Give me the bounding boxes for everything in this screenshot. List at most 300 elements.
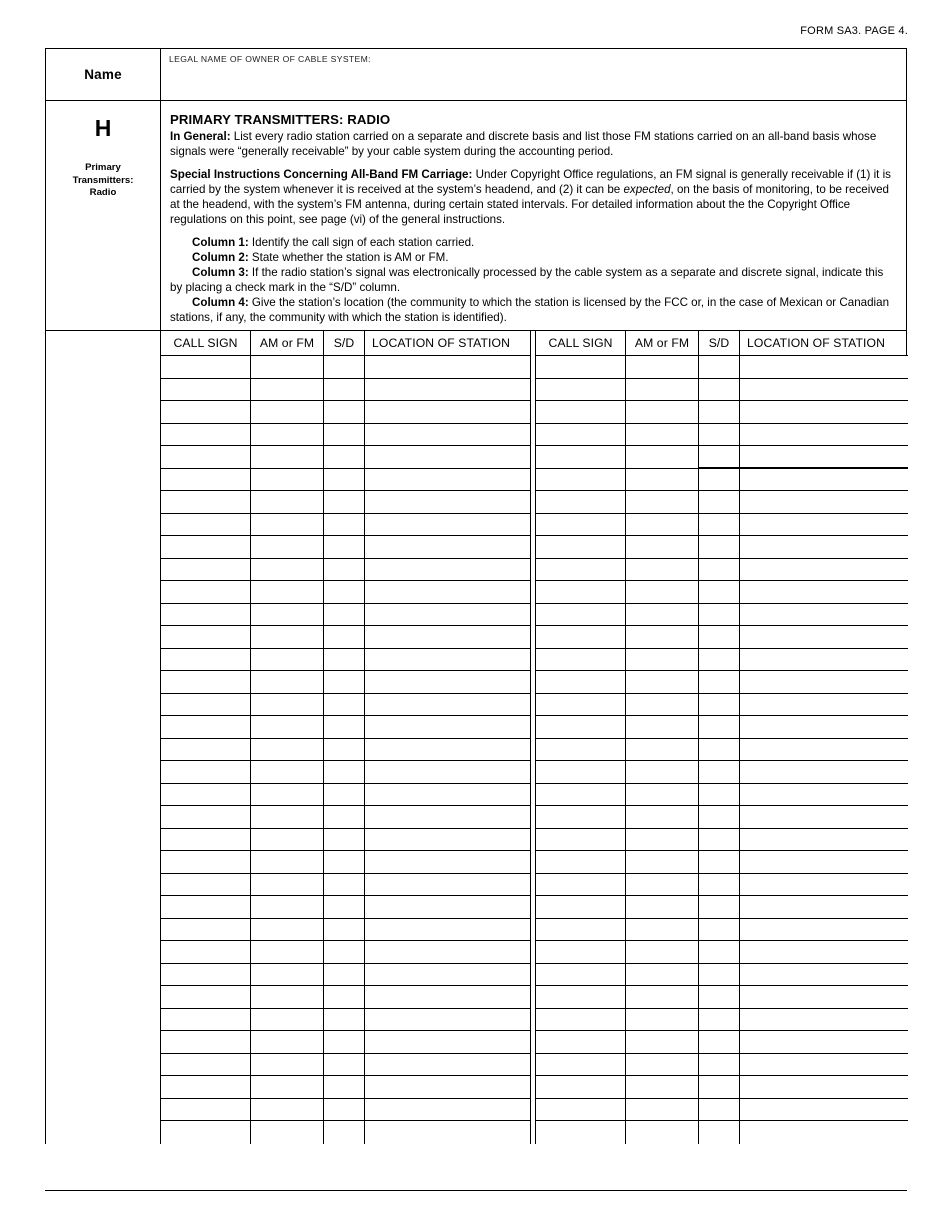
cell-call-sign[interactable]: [536, 694, 626, 717]
cell-sd[interactable]: [699, 649, 740, 672]
cell-location[interactable]: [740, 716, 908, 739]
cell-am-or-fm[interactable]: [626, 446, 699, 469]
table-row[interactable]: [536, 446, 908, 469]
cell-location[interactable]: [365, 694, 530, 717]
cell-am-or-fm[interactable]: [626, 806, 699, 829]
cell-sd[interactable]: [699, 739, 740, 762]
cell-location[interactable]: [365, 604, 530, 627]
cell-am-or-fm[interactable]: [251, 829, 324, 852]
cell-am-or-fm[interactable]: [626, 919, 699, 942]
cell-location[interactable]: [365, 1099, 530, 1122]
cell-sd[interactable]: [699, 1009, 740, 1032]
cell-location[interactable]: [740, 649, 908, 672]
cell-location[interactable]: [740, 536, 908, 559]
cell-call-sign[interactable]: [161, 581, 251, 604]
cell-call-sign[interactable]: [536, 604, 626, 627]
cell-sd[interactable]: [699, 356, 740, 379]
cell-sd[interactable]: [324, 559, 365, 582]
cell-call-sign[interactable]: [161, 1121, 251, 1144]
cell-sd[interactable]: [324, 604, 365, 627]
cell-am-or-fm[interactable]: [251, 469, 324, 492]
table-row[interactable]: [161, 1031, 530, 1054]
cell-call-sign[interactable]: [536, 559, 626, 582]
cell-am-or-fm[interactable]: [251, 761, 324, 784]
table-row[interactable]: [161, 964, 530, 987]
cell-sd[interactable]: [324, 986, 365, 1009]
cell-call-sign[interactable]: [536, 491, 626, 514]
table-row[interactable]: [161, 806, 530, 829]
cell-call-sign[interactable]: [536, 919, 626, 942]
cell-am-or-fm[interactable]: [251, 1031, 324, 1054]
table-row[interactable]: [536, 626, 908, 649]
cell-location[interactable]: [740, 491, 908, 514]
table-row[interactable]: [161, 739, 530, 762]
table-row[interactable]: [536, 896, 908, 919]
cell-call-sign[interactable]: [536, 761, 626, 784]
table-row[interactable]: [161, 716, 530, 739]
cell-location[interactable]: [740, 469, 908, 492]
cell-am-or-fm[interactable]: [251, 986, 324, 1009]
cell-location[interactable]: [365, 739, 530, 762]
cell-location[interactable]: [365, 761, 530, 784]
cell-sd[interactable]: [699, 829, 740, 852]
cell-sd[interactable]: [324, 964, 365, 987]
cell-call-sign[interactable]: [161, 469, 251, 492]
cell-location[interactable]: [740, 1076, 908, 1099]
cell-call-sign[interactable]: [536, 671, 626, 694]
cell-location[interactable]: [740, 986, 908, 1009]
cell-call-sign[interactable]: [161, 919, 251, 942]
cell-am-or-fm[interactable]: [251, 1099, 324, 1122]
cell-sd[interactable]: [699, 491, 740, 514]
cell-sd[interactable]: [324, 401, 365, 424]
cell-am-or-fm[interactable]: [626, 1121, 699, 1144]
cell-call-sign[interactable]: [536, 379, 626, 402]
cell-call-sign[interactable]: [536, 469, 626, 492]
cell-call-sign[interactable]: [536, 446, 626, 469]
cell-am-or-fm[interactable]: [251, 536, 324, 559]
cell-call-sign[interactable]: [161, 1009, 251, 1032]
cell-location[interactable]: [365, 671, 530, 694]
table-row[interactable]: [536, 649, 908, 672]
cell-call-sign[interactable]: [161, 356, 251, 379]
cell-am-or-fm[interactable]: [626, 1099, 699, 1122]
cell-am-or-fm[interactable]: [251, 1009, 324, 1032]
table-row[interactable]: [161, 649, 530, 672]
cell-location[interactable]: [365, 1076, 530, 1099]
cell-call-sign[interactable]: [161, 446, 251, 469]
cell-am-or-fm[interactable]: [251, 446, 324, 469]
table-row[interactable]: [536, 604, 908, 627]
table-row[interactable]: [161, 379, 530, 402]
cell-sd[interactable]: [324, 671, 365, 694]
cell-call-sign[interactable]: [161, 1099, 251, 1122]
cell-call-sign[interactable]: [536, 401, 626, 424]
cell-call-sign[interactable]: [536, 941, 626, 964]
cell-sd[interactable]: [324, 694, 365, 717]
table-row[interactable]: [536, 829, 908, 852]
cell-am-or-fm[interactable]: [251, 581, 324, 604]
cell-call-sign[interactable]: [536, 1054, 626, 1077]
cell-sd[interactable]: [324, 379, 365, 402]
cell-am-or-fm[interactable]: [251, 851, 324, 874]
cell-sd[interactable]: [699, 851, 740, 874]
cell-location[interactable]: [365, 1121, 530, 1144]
cell-sd[interactable]: [699, 941, 740, 964]
table-row[interactable]: [161, 356, 530, 379]
cell-location[interactable]: [365, 964, 530, 987]
cell-sd[interactable]: [699, 716, 740, 739]
cell-am-or-fm[interactable]: [251, 401, 324, 424]
cell-location[interactable]: [740, 1054, 908, 1077]
cell-am-or-fm[interactable]: [626, 941, 699, 964]
table-row[interactable]: [536, 469, 908, 492]
cell-am-or-fm[interactable]: [626, 536, 699, 559]
cell-sd[interactable]: [699, 694, 740, 717]
cell-location[interactable]: [365, 559, 530, 582]
cell-call-sign[interactable]: [536, 581, 626, 604]
cell-location[interactable]: [365, 581, 530, 604]
cell-call-sign[interactable]: [161, 829, 251, 852]
cell-location[interactable]: [365, 941, 530, 964]
cell-call-sign[interactable]: [536, 716, 626, 739]
cell-location[interactable]: [740, 964, 908, 987]
cell-location[interactable]: [365, 1009, 530, 1032]
cell-sd[interactable]: [324, 941, 365, 964]
cell-location[interactable]: [365, 626, 530, 649]
cell-location[interactable]: [740, 829, 908, 852]
cell-location[interactable]: [740, 896, 908, 919]
cell-location[interactable]: [365, 716, 530, 739]
table-row[interactable]: [536, 716, 908, 739]
table-row[interactable]: [161, 559, 530, 582]
cell-am-or-fm[interactable]: [251, 941, 324, 964]
cell-location[interactable]: [740, 446, 908, 469]
cell-am-or-fm[interactable]: [626, 829, 699, 852]
cell-am-or-fm[interactable]: [626, 424, 699, 447]
cell-location[interactable]: [740, 874, 908, 897]
cell-location[interactable]: [365, 469, 530, 492]
cell-am-or-fm[interactable]: [626, 649, 699, 672]
cell-sd[interactable]: [324, 626, 365, 649]
table-row[interactable]: [161, 1099, 530, 1122]
table-row[interactable]: [161, 581, 530, 604]
cell-call-sign[interactable]: [536, 784, 626, 807]
table-row[interactable]: [161, 536, 530, 559]
cell-sd[interactable]: [324, 919, 365, 942]
cell-sd[interactable]: [699, 874, 740, 897]
cell-call-sign[interactable]: [161, 1031, 251, 1054]
cell-am-or-fm[interactable]: [251, 784, 324, 807]
cell-call-sign[interactable]: [161, 401, 251, 424]
cell-sd[interactable]: [324, 514, 365, 537]
cell-sd[interactable]: [324, 829, 365, 852]
cell-sd[interactable]: [699, 761, 740, 784]
table-row[interactable]: [536, 1009, 908, 1032]
cell-am-or-fm[interactable]: [626, 874, 699, 897]
cell-am-or-fm[interactable]: [251, 671, 324, 694]
cell-sd[interactable]: [324, 446, 365, 469]
cell-sd[interactable]: [324, 1031, 365, 1054]
cell-am-or-fm[interactable]: [251, 649, 324, 672]
cell-location[interactable]: [740, 941, 908, 964]
cell-location[interactable]: [365, 1054, 530, 1077]
cell-location[interactable]: [740, 694, 908, 717]
table-row[interactable]: [536, 424, 908, 447]
cell-sd[interactable]: [324, 356, 365, 379]
cell-am-or-fm[interactable]: [626, 739, 699, 762]
cell-call-sign[interactable]: [161, 379, 251, 402]
cell-sd[interactable]: [324, 761, 365, 784]
table-row[interactable]: [161, 514, 530, 537]
cell-location[interactable]: [740, 559, 908, 582]
cell-location[interactable]: [740, 401, 908, 424]
cell-location[interactable]: [740, 514, 908, 537]
cell-call-sign[interactable]: [536, 356, 626, 379]
cell-sd[interactable]: [699, 1121, 740, 1144]
cell-am-or-fm[interactable]: [626, 851, 699, 874]
cell-am-or-fm[interactable]: [626, 1076, 699, 1099]
cell-am-or-fm[interactable]: [251, 896, 324, 919]
cell-am-or-fm[interactable]: [626, 1054, 699, 1077]
cell-sd[interactable]: [324, 424, 365, 447]
cell-am-or-fm[interactable]: [251, 806, 324, 829]
table-row[interactable]: [161, 604, 530, 627]
cell-sd[interactable]: [699, 424, 740, 447]
cell-location[interactable]: [740, 784, 908, 807]
table-row[interactable]: [536, 986, 908, 1009]
table-row[interactable]: [536, 401, 908, 424]
cell-am-or-fm[interactable]: [251, 491, 324, 514]
table-row[interactable]: [536, 379, 908, 402]
cell-am-or-fm[interactable]: [251, 964, 324, 987]
cell-am-or-fm[interactable]: [251, 626, 324, 649]
cell-call-sign[interactable]: [536, 986, 626, 1009]
cell-location[interactable]: [740, 806, 908, 829]
cell-sd[interactable]: [324, 1009, 365, 1032]
table-row[interactable]: [161, 469, 530, 492]
cell-location[interactable]: [365, 379, 530, 402]
cell-call-sign[interactable]: [161, 671, 251, 694]
cell-sd[interactable]: [324, 716, 365, 739]
cell-am-or-fm[interactable]: [251, 874, 324, 897]
cell-am-or-fm[interactable]: [626, 559, 699, 582]
cell-location[interactable]: [365, 784, 530, 807]
cell-call-sign[interactable]: [161, 1054, 251, 1077]
table-row[interactable]: [161, 761, 530, 784]
cell-am-or-fm[interactable]: [251, 559, 324, 582]
cell-call-sign[interactable]: [161, 896, 251, 919]
cell-am-or-fm[interactable]: [251, 1054, 324, 1077]
cell-am-or-fm[interactable]: [626, 986, 699, 1009]
cell-call-sign[interactable]: [161, 626, 251, 649]
table-row[interactable]: [161, 1009, 530, 1032]
cell-sd[interactable]: [699, 469, 740, 492]
cell-sd[interactable]: [699, 626, 740, 649]
cell-call-sign[interactable]: [536, 514, 626, 537]
table-row[interactable]: [161, 784, 530, 807]
cell-location[interactable]: [740, 1121, 908, 1144]
cell-am-or-fm[interactable]: [626, 491, 699, 514]
cell-am-or-fm[interactable]: [251, 919, 324, 942]
cell-sd[interactable]: [699, 986, 740, 1009]
cell-am-or-fm[interactable]: [626, 1009, 699, 1032]
cell-am-or-fm[interactable]: [251, 694, 324, 717]
table-row[interactable]: [536, 806, 908, 829]
cell-am-or-fm[interactable]: [626, 581, 699, 604]
table-row[interactable]: [161, 446, 530, 469]
cell-call-sign[interactable]: [536, 1099, 626, 1122]
cell-sd[interactable]: [699, 446, 740, 469]
cell-location[interactable]: [365, 806, 530, 829]
cell-am-or-fm[interactable]: [626, 514, 699, 537]
cell-location[interactable]: [740, 739, 908, 762]
cell-sd[interactable]: [324, 739, 365, 762]
table-row[interactable]: [536, 851, 908, 874]
table-row[interactable]: [161, 986, 530, 1009]
cell-call-sign[interactable]: [536, 806, 626, 829]
cell-sd[interactable]: [699, 1099, 740, 1122]
table-row[interactable]: [536, 761, 908, 784]
cell-call-sign[interactable]: [161, 941, 251, 964]
cell-location[interactable]: [365, 896, 530, 919]
cell-location[interactable]: [740, 671, 908, 694]
table-row[interactable]: [161, 424, 530, 447]
cell-sd[interactable]: [324, 469, 365, 492]
table-row[interactable]: [536, 874, 908, 897]
cell-call-sign[interactable]: [161, 964, 251, 987]
cell-sd[interactable]: [699, 379, 740, 402]
legal-name-field-cell[interactable]: [161, 49, 906, 100]
cell-call-sign[interactable]: [536, 536, 626, 559]
cell-call-sign[interactable]: [161, 559, 251, 582]
cell-location[interactable]: [365, 874, 530, 897]
cell-sd[interactable]: [324, 491, 365, 514]
table-row[interactable]: [536, 1121, 908, 1144]
table-row[interactable]: [536, 491, 908, 514]
cell-call-sign[interactable]: [161, 851, 251, 874]
cell-sd[interactable]: [699, 1054, 740, 1077]
cell-sd[interactable]: [324, 806, 365, 829]
cell-location[interactable]: [740, 379, 908, 402]
cell-location[interactable]: [740, 424, 908, 447]
cell-sd[interactable]: [324, 581, 365, 604]
cell-sd[interactable]: [324, 1099, 365, 1122]
cell-sd[interactable]: [699, 1076, 740, 1099]
table-row[interactable]: [161, 694, 530, 717]
cell-call-sign[interactable]: [161, 874, 251, 897]
table-row[interactable]: [161, 401, 530, 424]
table-row[interactable]: [161, 491, 530, 514]
cell-call-sign[interactable]: [536, 1009, 626, 1032]
cell-call-sign[interactable]: [536, 1076, 626, 1099]
cell-am-or-fm[interactable]: [626, 1031, 699, 1054]
cell-sd[interactable]: [699, 581, 740, 604]
cell-am-or-fm[interactable]: [251, 379, 324, 402]
table-row[interactable]: [536, 1099, 908, 1122]
cell-sd[interactable]: [699, 806, 740, 829]
cell-call-sign[interactable]: [161, 491, 251, 514]
cell-am-or-fm[interactable]: [626, 671, 699, 694]
table-row[interactable]: [536, 1031, 908, 1054]
cell-location[interactable]: [365, 986, 530, 1009]
cell-call-sign[interactable]: [161, 806, 251, 829]
cell-location[interactable]: [365, 424, 530, 447]
cell-location[interactable]: [740, 1031, 908, 1054]
cell-location[interactable]: [740, 1099, 908, 1122]
cell-am-or-fm[interactable]: [626, 896, 699, 919]
cell-location[interactable]: [365, 649, 530, 672]
table-row[interactable]: [536, 941, 908, 964]
table-row[interactable]: [161, 874, 530, 897]
cell-call-sign[interactable]: [536, 1031, 626, 1054]
cell-location[interactable]: [740, 1009, 908, 1032]
table-row[interactable]: [161, 829, 530, 852]
cell-sd[interactable]: [699, 671, 740, 694]
table-row[interactable]: [536, 356, 908, 379]
cell-call-sign[interactable]: [161, 761, 251, 784]
cell-am-or-fm[interactable]: [626, 761, 699, 784]
cell-am-or-fm[interactable]: [251, 356, 324, 379]
cell-call-sign[interactable]: [161, 694, 251, 717]
cell-call-sign[interactable]: [161, 424, 251, 447]
cell-sd[interactable]: [324, 1076, 365, 1099]
cell-call-sign[interactable]: [161, 986, 251, 1009]
table-row[interactable]: [161, 941, 530, 964]
cell-location[interactable]: [740, 356, 908, 379]
cell-call-sign[interactable]: [536, 874, 626, 897]
table-row[interactable]: [161, 1076, 530, 1099]
cell-am-or-fm[interactable]: [251, 1121, 324, 1144]
cell-sd[interactable]: [699, 784, 740, 807]
cell-location[interactable]: [740, 919, 908, 942]
cell-sd[interactable]: [699, 559, 740, 582]
table-row[interactable]: [536, 964, 908, 987]
cell-location[interactable]: [365, 356, 530, 379]
cell-call-sign[interactable]: [161, 716, 251, 739]
table-row[interactable]: [536, 514, 908, 537]
table-row[interactable]: [536, 739, 908, 762]
cell-sd[interactable]: [324, 1054, 365, 1077]
cell-call-sign[interactable]: [161, 1076, 251, 1099]
cell-call-sign[interactable]: [536, 649, 626, 672]
cell-call-sign[interactable]: [536, 851, 626, 874]
cell-am-or-fm[interactable]: [626, 356, 699, 379]
cell-sd[interactable]: [324, 649, 365, 672]
cell-location[interactable]: [365, 446, 530, 469]
cell-am-or-fm[interactable]: [626, 401, 699, 424]
cell-sd[interactable]: [699, 1031, 740, 1054]
cell-am-or-fm[interactable]: [626, 716, 699, 739]
cell-location[interactable]: [365, 919, 530, 942]
cell-location[interactable]: [365, 829, 530, 852]
cell-am-or-fm[interactable]: [251, 514, 324, 537]
cell-location[interactable]: [740, 761, 908, 784]
cell-sd[interactable]: [324, 874, 365, 897]
cell-call-sign[interactable]: [161, 604, 251, 627]
cell-sd[interactable]: [699, 919, 740, 942]
table-row[interactable]: [161, 919, 530, 942]
cell-sd[interactable]: [324, 851, 365, 874]
cell-call-sign[interactable]: [536, 1121, 626, 1144]
cell-location[interactable]: [365, 851, 530, 874]
cell-call-sign[interactable]: [161, 784, 251, 807]
table-row[interactable]: [536, 694, 908, 717]
cell-am-or-fm[interactable]: [626, 964, 699, 987]
cell-location[interactable]: [740, 626, 908, 649]
cell-am-or-fm[interactable]: [626, 626, 699, 649]
cell-call-sign[interactable]: [536, 829, 626, 852]
